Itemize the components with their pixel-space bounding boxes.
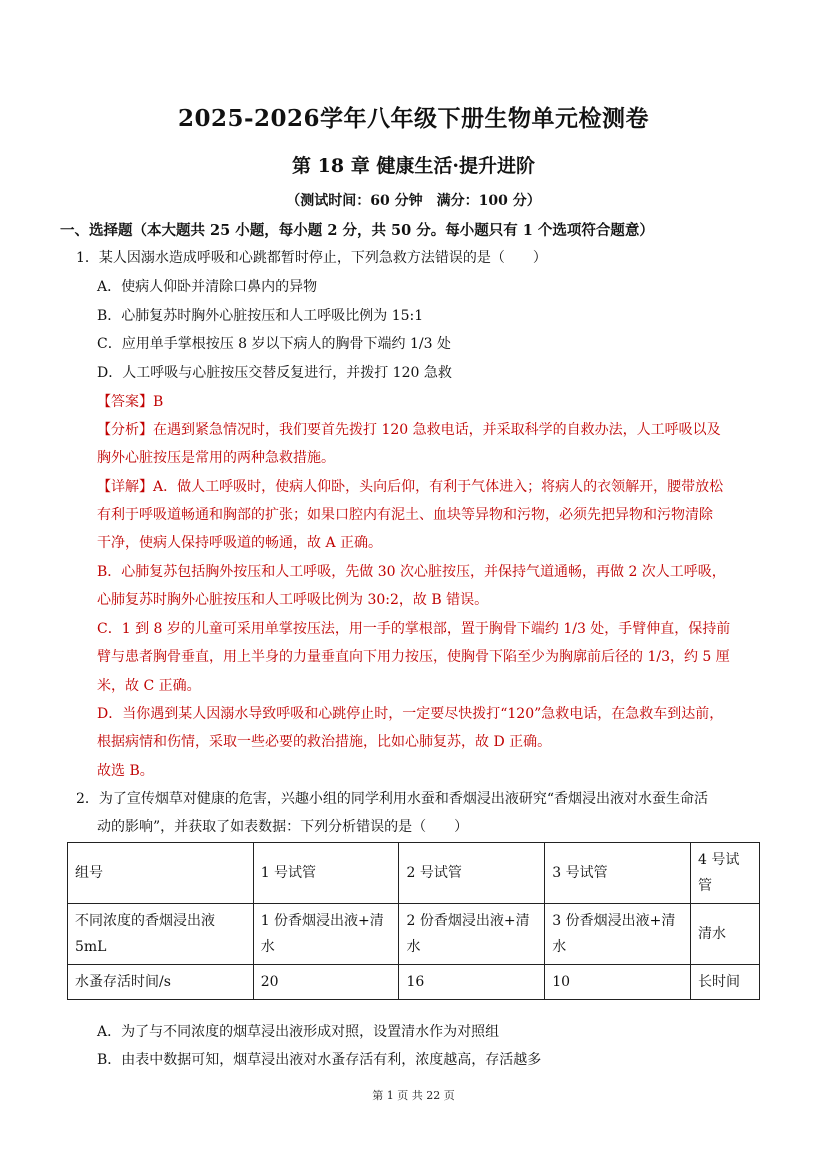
question-1-answer: 【答案】B — [97, 394, 164, 410]
question-2-stem: 2．为了宣传烟草对健康的危害，兴趣小组的同学利用水蚕和香烟浸出液研究“香烟浸出液对水蚕生命活 — [76, 791, 709, 807]
question-1-detail-line: 心肺复苏时胸外心脏按压和人工呼吸比例为 30:2，故 B 错误。 — [97, 592, 489, 608]
table-cell: 4 号试管 — [691, 843, 760, 904]
table-row — [68, 904, 760, 965]
table-row — [68, 965, 760, 1000]
question-1-detail-line: D．当你遇到某人因溺水导致呼吸和心跳停止时，一定要尽快拨打“120”急救电话，在急救车到达前， — [97, 706, 724, 722]
table-cell: 20 — [253, 965, 399, 1000]
exam-meta: （测试时间：60 分钟 满分：100 分） — [286, 193, 541, 209]
table-cell: 1 号试管 — [253, 843, 399, 904]
question-1-option-c: C．应用单手掌根按压 8 岁以下病人的胸骨下端约 1/3 处 — [97, 336, 451, 352]
question-1-detail-line: B．心肺复苏包括胸外按压和人工呼吸，先做 30 次心脏按压，并保持气道通畅，再做 2 次人工呼吸， — [97, 564, 726, 580]
question-1-detail-line: 【详解】A．做人工呼吸时，使病人仰卧，头向后仰，有利于气体进入；将病人的衣领解开，腰带放松 — [97, 479, 724, 495]
question-1-detail-line: 故选 B。 — [97, 763, 154, 779]
page-footer: 第 1 页 共 22 页 — [372, 1089, 455, 1102]
question-1-detail-line: 根据病情和伤情，采取一些必要的救治措施，比如心肺复苏，故 D 正确。 — [97, 734, 552, 750]
table-cell: 16 — [399, 965, 545, 1000]
question-2-stem-cont: 动的影响”，并获取了如表数据：下列分析错误的是（ ） — [97, 819, 469, 835]
table-cell: 2 份香烟浸出液+清水 — [399, 904, 545, 965]
question-1-detail-line: C．1 到 8 岁的儿童可采用单掌按压法，用一手的掌根部，置于胸骨下端约 1/3 处，手臂伸直，保持前 — [97, 621, 731, 637]
table-cell: 1 份香烟浸出液+清水 — [253, 904, 399, 965]
question-1-option-b: B．心肺复苏时胸外心脏按压和人工呼吸比例为 15:1 — [97, 308, 424, 324]
question-1-analysis-line: 胸外心脏按压是常用的两种急救措施。 — [97, 450, 335, 466]
question-1-detail-line: 臂与患者胸骨垂直，用上半身的力量垂直向下用力按压，使胸骨下陷至少为胸廓前后径的 1/3，约 5 厘 — [97, 649, 730, 665]
question-1-detail-line: 干净，使病人保持呼吸道的畅通，故 A 正确。 — [97, 535, 383, 551]
table-cell: 3 号试管 — [545, 843, 691, 904]
table-cell: 水蚤存活时间/s — [68, 965, 254, 1000]
question-2-option-b: B．由表中数据可知，烟草浸出液对水蚤存活有利，浓度越高，存活越多 — [97, 1052, 542, 1068]
chapter-subtitle: 第 18 章 健康生活·提升进阶 — [292, 155, 535, 177]
table-cell: 2 号试管 — [399, 843, 545, 904]
question-1-analysis-line: 【分析】在遇到紧急情况时，我们要首先拨打 120 急救电话，并采取科学的自救办法，人工呼吸以及 — [97, 422, 721, 438]
question-2-option-a: A．为了与不同浓度的烟草浸出液形成对照，设置清水作为对照组 — [97, 1024, 500, 1040]
question-1-option-d: D．人工呼吸与心脏按压交替反复进行，并拨打 120 急救 — [97, 365, 452, 381]
table-cell: 3 份香烟浸出液+清水 — [545, 904, 691, 965]
table-cell: 组号 — [68, 843, 254, 904]
question-1-detail-line: 米，故 C 正确。 — [97, 678, 201, 694]
table-row — [68, 843, 760, 904]
table-cell: 清水 — [691, 904, 760, 965]
question-1-detail-line: 有利于呼吸道畅通和胸部的扩张；如果口腔内有泥土、血块等异物和污物，必须先把异物和污物清除 — [97, 507, 713, 523]
question-1-option-a: A．使病人仰卧并清除口鼻内的异物 — [97, 279, 318, 295]
table-cell: 不同浓度的香烟浸出液 5mL — [68, 904, 254, 965]
section-heading: 一、选择题（本大题共 25 小题，每小题 2 分，共 50 分。每小题只有 1 个选项符合题意） — [60, 222, 654, 239]
table-cell: 10 — [545, 965, 691, 1000]
experiment-table — [67, 842, 760, 1000]
question-1-stem: 1．某人因溺水造成呼吸和心跳都暂时停止，下列急救方法错误的是（ ） — [76, 250, 547, 266]
page-title: 2025-2026学年八年级下册生物单元检测卷 — [177, 105, 650, 132]
table-cell: 长时间 — [691, 965, 760, 1000]
